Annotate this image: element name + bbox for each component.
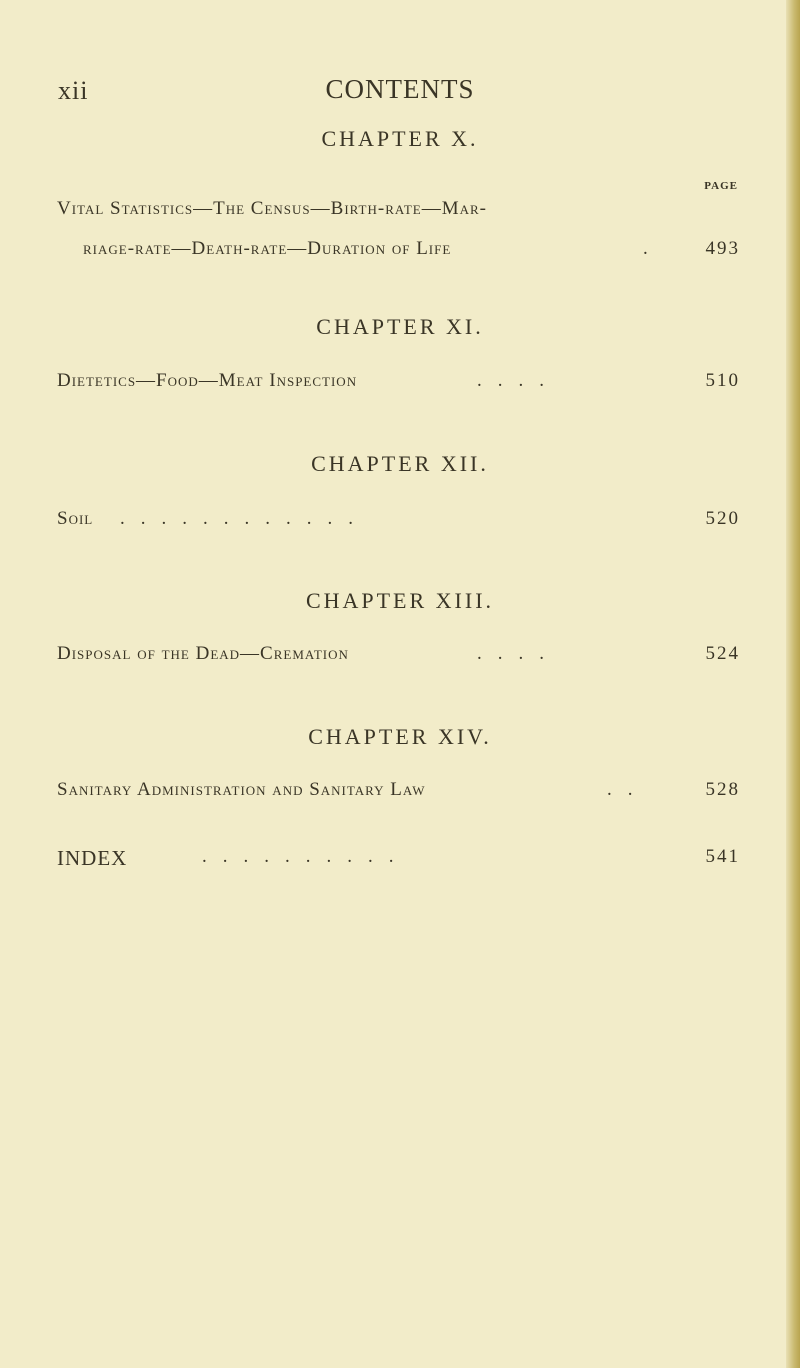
toc-entry — [57, 779, 740, 807]
toc-page-number: 510 — [705, 370, 740, 391]
toc-page-number: 520 — [705, 508, 740, 529]
chapter-heading: CHAPTER XI. — [316, 314, 484, 339]
chapter-heading: CHAPTER XIV. — [308, 724, 492, 749]
chapter-heading: CHAPTER XIII. — [305, 588, 495, 613]
toc-entry — [57, 370, 740, 398]
dot-leader: .... — [477, 643, 560, 664]
dot-leader: .... — [477, 370, 560, 391]
toc-page-number: 528 — [705, 779, 740, 800]
toc-entry-title: Vital Statistics—The Census—Birth-rate—Mar- — [57, 198, 487, 219]
toc-entry — [57, 198, 740, 226]
toc-page-number: 541 — [705, 846, 740, 867]
toc-entry-title: Soil — [57, 508, 94, 529]
page-column-label: PAGE — [704, 180, 738, 192]
toc-index-title: INDEX — [57, 846, 128, 870]
toc-index-entry — [57, 846, 740, 874]
page-edge — [786, 0, 800, 1368]
dot-leader: .......... — [202, 846, 410, 867]
toc-entry — [57, 643, 740, 671]
dot-leader: . — [643, 238, 664, 259]
dot-leader: ............ — [120, 508, 369, 529]
toc-entry — [57, 508, 740, 536]
toc-page-number: 493 — [705, 238, 740, 259]
page-folio: xii — [58, 76, 89, 105]
toc-entry-title: Dietetics—Food—Meat Inspection — [57, 370, 358, 391]
chapter-heading: CHAPTER XII. — [311, 451, 489, 476]
toc-page-number: 524 — [705, 643, 740, 664]
toc-entry-title: Sanitary Administration and Sanitary Law — [57, 779, 426, 800]
toc-entry-title: Disposal of the Dead—Cremation — [57, 643, 349, 664]
toc-entry-title: riage-rate—Death-rate—Duration of Life — [83, 238, 452, 259]
chapter-heading: CHAPTER X. — [321, 126, 479, 151]
running-head-title: CONTENTS — [325, 74, 475, 104]
running-head — [0, 74, 800, 114]
dot-leader: .. — [607, 779, 649, 800]
toc-entry-continued — [83, 238, 740, 266]
